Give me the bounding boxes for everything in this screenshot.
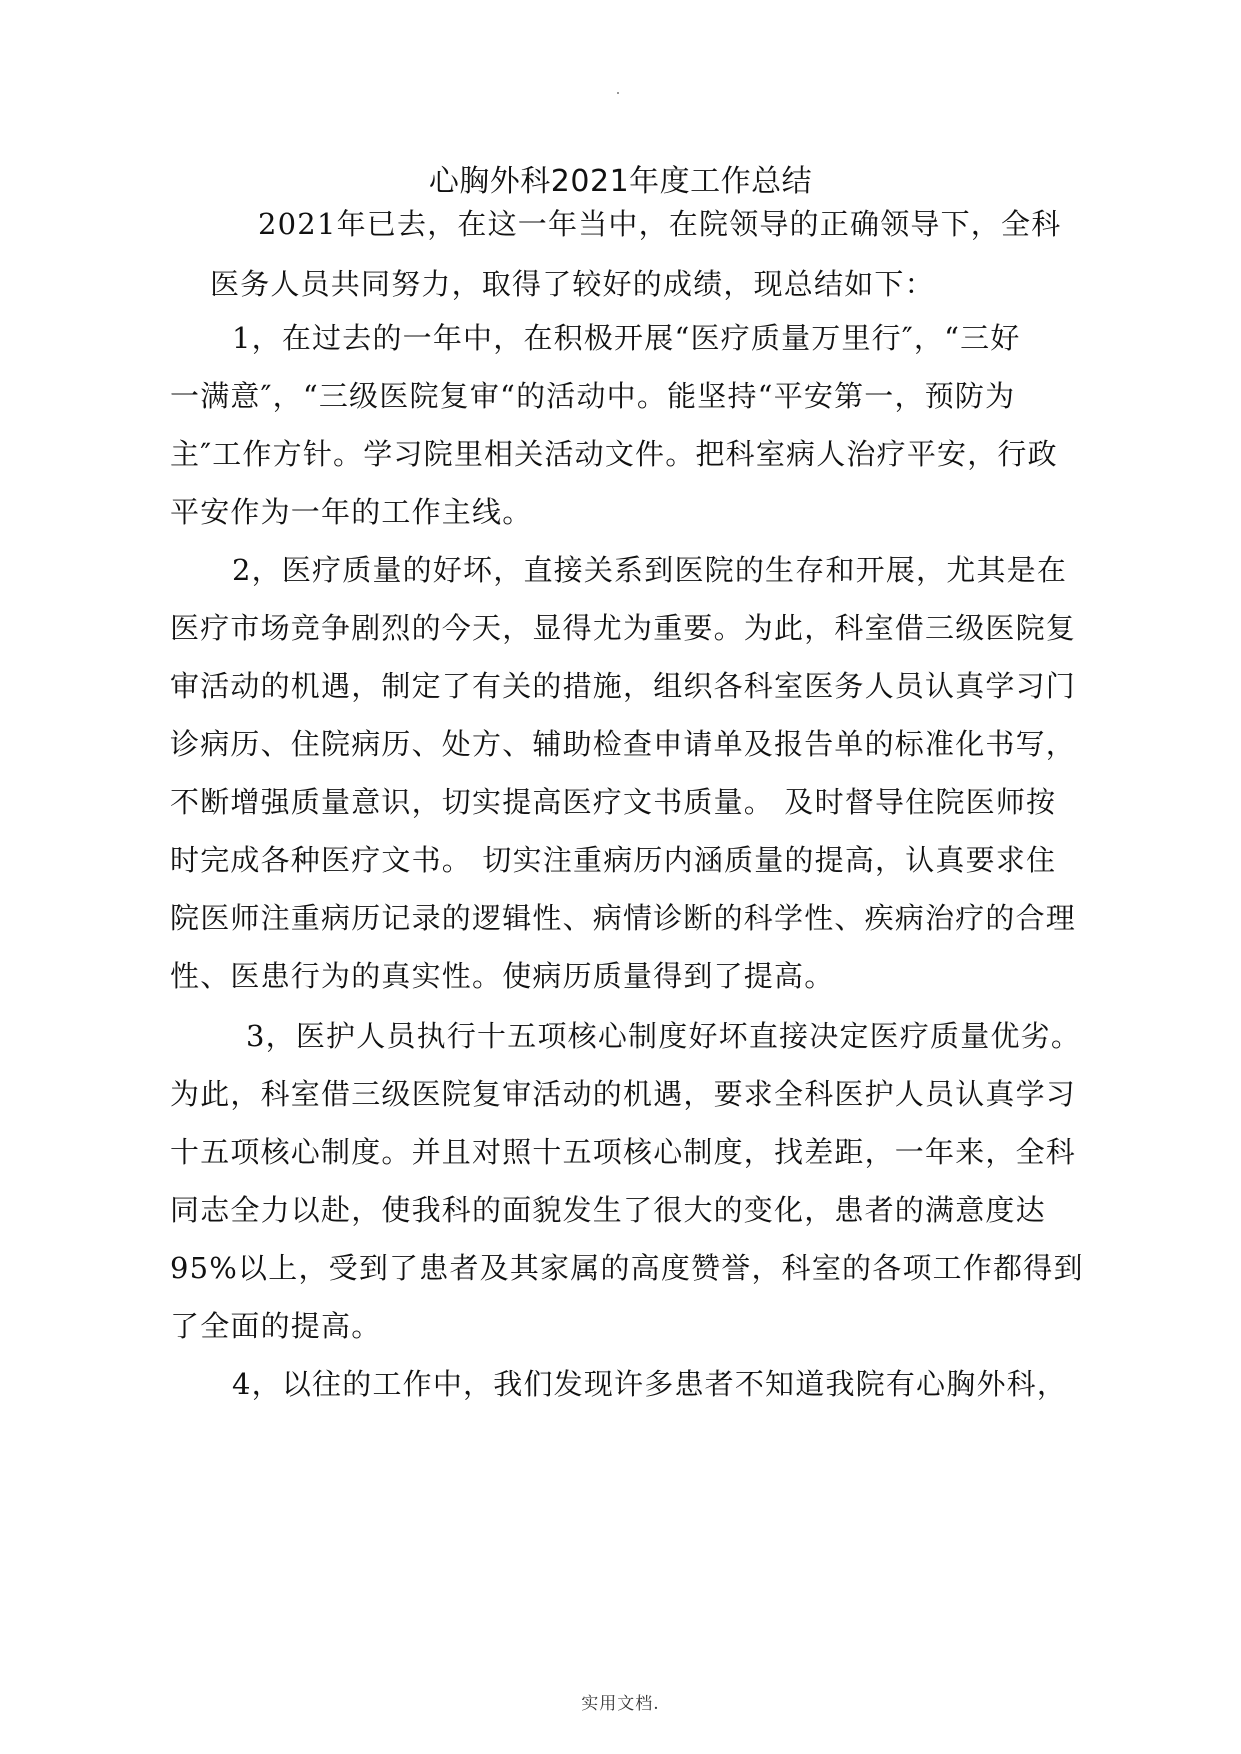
paragraph-line: 95%以上，受到了患者及其家属的高度赞誉，科室的各项工作都得到	[170, 1251, 1084, 1285]
paragraph-line: 时完成各种医疗文书。 切实注重病历内涵质量的提高，认真要求住	[170, 843, 1057, 877]
paragraph-line: 医疗市场竞争剧烈的今天，显得尤为重要。为此，科室借三级医院复	[170, 611, 1077, 645]
paragraph-line: 主″工作方针。学习院里相关活动文件。把科室病人治疗平安，行政	[170, 437, 1058, 471]
document-title: 心胸外科2021年度工作总结	[428, 164, 813, 199]
paragraph-line: 不断增强质量意识，切实提高医疗文书质量。 及时督导住院医师按	[170, 785, 1057, 819]
paragraph-line: 了全面的提高。	[170, 1309, 382, 1343]
paragraph-line: 审活动的机遇，制定了有关的措施，组织各科室医务人员认真学习门	[170, 669, 1077, 703]
paragraph-line: 4，以往的工作中，我们发现许多患者不知道我院有心胸外科，	[232, 1367, 1068, 1401]
paragraph-line: 性、医患行为的真实性。使病历质量得到了提高。	[170, 959, 835, 993]
paragraph-line: 3，医护人员执行十五项核心制度好坏直接决定医疗质量优劣。	[246, 1019, 1082, 1053]
paragraph-line: 2021年已去，在这一年当中，在院领导的正确领导下，全科	[258, 207, 1062, 241]
paragraph-line: 2，医疗质量的好坏，直接关系到医院的生存和开展，尤其是在	[232, 553, 1068, 587]
paragraph-line: 平安作为一年的工作主线。	[170, 495, 533, 529]
header-mark	[617, 92, 619, 94]
paragraph-line: 为此，科室借三级医院复审活动的机遇，要求全科医护人员认真学习	[170, 1077, 1077, 1111]
paragraph-line: 一满意″，“三级医院复审“的活动中。能坚持“平安第一，预防为	[170, 379, 1016, 413]
paragraph-line: 医务人员共同努力，取得了较好的成绩，现总结如下：	[210, 267, 935, 301]
paragraph-line: 诊病历、住院病历、处方、辅助检查申请单及报告单的标准化书写，	[170, 727, 1077, 761]
paragraph-line: 1，在过去的一年中，在积极开展“医疗质量万里行″，“三好	[232, 321, 1021, 355]
paragraph-line: 同志全力以赴，使我科的面貌发生了很大的变化，患者的满意度达	[170, 1193, 1046, 1227]
paragraph-line: 十五项核心制度。并且对照十五项核心制度，找差距，一年来，全科	[170, 1135, 1077, 1169]
page-footer: 实用文档.	[581, 1694, 660, 1714]
paragraph-line: 院医师注重病历记录的逻辑性、病情诊断的科学性、疾病治疗的合理	[170, 901, 1077, 935]
